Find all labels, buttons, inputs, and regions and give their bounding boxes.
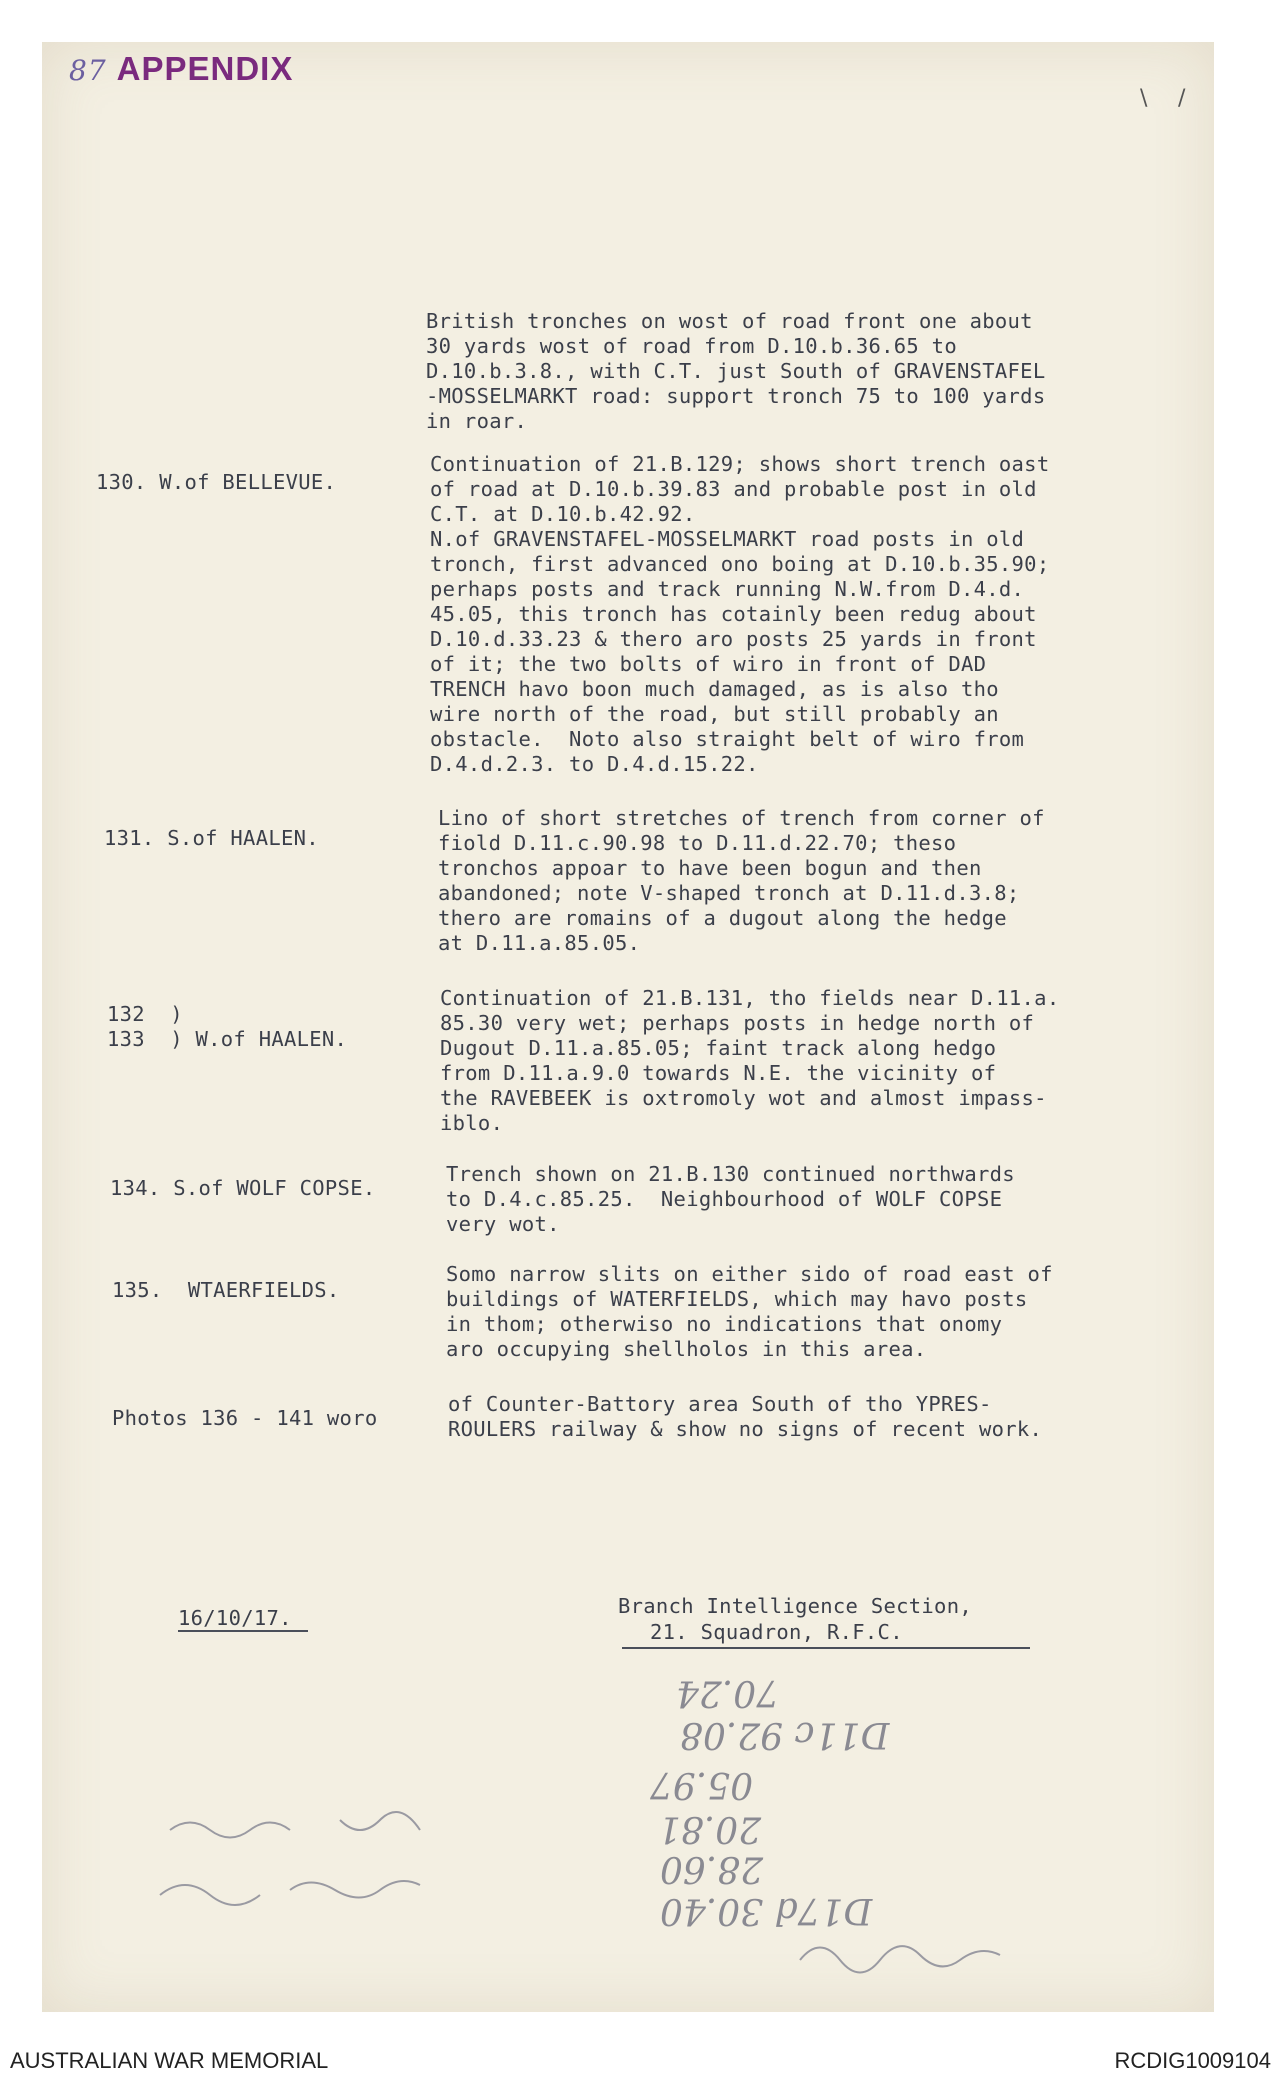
corner-mark: \	[1140, 86, 1148, 111]
footer-archive-name: AUSTRALIAN WAR MEMORIAL	[10, 2048, 329, 2073]
pencil-note: D11c 92.08	[680, 1714, 890, 1755]
entry-ref: 135. WTAERFIELDS.	[112, 1278, 340, 1302]
pencil-note: 28.60	[660, 1848, 764, 1889]
entry-text: Continuation of 21.B.129; shows short trench oast of road at D.10.b.39.83 and probable post in old C.T. at D.10.b.42.92. N.of GRAVENSTAFEL-MOSSELMARKT road posts in old tronch, first advanced ono boing at D.10.b.35.90; perhaps posts and track running N.W.from D.4.d. 45.05, this tronch has cotainly been redug about D.10.d.33.23 & thero aro posts 25 yards in front of it; the two bolts of wiro in front of DAD TRENCH havo boon much damaged, as is also tho wire north of the road, but still probably an obstacle. Noto also straight belt of wiro from D.4.d.2.3. to D.4.d.15.22.	[430, 452, 1050, 776]
entry-ref: 134. S.of WOLF COPSE.	[110, 1176, 376, 1200]
pencil-note: 05.97	[650, 1764, 754, 1805]
entry-ref: 130. W.of BELLEVUE.	[96, 470, 337, 494]
pencil-scribble-icon	[790, 1920, 1050, 1990]
intro-paragraph: British tronches on wost of road front one about 30 yards wost of road from D.10.b.36.65 to D.10.b.3.8., with C.T. just South of GRAVENSTAFEL -MOSSELMARKT road: support tronch 75 to 100 yards in roar.	[426, 309, 1046, 433]
appendix-stamp	[69, 50, 293, 88]
corner-mark: /	[1178, 86, 1186, 111]
page-number: 87	[69, 54, 107, 87]
photos-text: of Counter-Battory area South of tho YPRES- ROULERS railway & show no signs of recent work.	[448, 1392, 1043, 1441]
signature-line-2: 21. Squadron, R.F.C.	[650, 1620, 903, 1644]
pencil-note: 20.81	[658, 1808, 762, 1849]
pencil-note: 70.24	[676, 1672, 780, 1713]
footer-record-id: RCDIG1009104	[1114, 2048, 1271, 2073]
date-underline	[178, 1630, 308, 1632]
entry-ref: 131. S.of HAALEN.	[104, 826, 319, 850]
entry-text: Continuation of 21.B.131, tho fields near D.11.a. 85.30 very wet; perhaps posts in hedge north of Dugout D.11.a.85.05; faint track along hedgo from D.11.a.9.0 towards N.E. the vicinity of the RAVEBEEK is oxtromoly wot and almost impass- iblo.	[440, 986, 1060, 1135]
entry-text: Trench shown on 21.B.130 continued northwards to D.4.c.85.25. Neighbourhood of WOLF COPSE very wot.	[446, 1162, 1015, 1236]
entry-ref: 132 ) 133 ) W.of HAALEN.	[107, 1002, 348, 1051]
pencil-note: D17d 30.40	[660, 1890, 873, 1931]
pencil-scribble-icon	[140, 1800, 500, 1930]
entry-text: Lino of short stretches of trench from corner of fiold D.11.c.90.98 to D.11.d.22.70; theso tronchos appoar to have been bogun and then abandoned; note V-shaped tronch at D.11.d.3.8; thero are romains of a dugout along the hedge at D.11.a.85.05.	[438, 806, 1045, 955]
photos-ref: Photos 136 - 141 woro	[112, 1406, 378, 1430]
entry-text: Somo narrow slits on either sido of road east of buildings of WATERFIELDS, which may havo posts in thom; otherwiso no indications that onomy aro occupying shellholos in this area.	[446, 1262, 1053, 1361]
signature-line-1: Branch Intelligence Section,	[618, 1594, 972, 1618]
appendix-label: APPENDIX	[116, 50, 294, 87]
report-date: 16/10/17.	[178, 1606, 292, 1630]
signature-underline	[622, 1647, 1030, 1649]
